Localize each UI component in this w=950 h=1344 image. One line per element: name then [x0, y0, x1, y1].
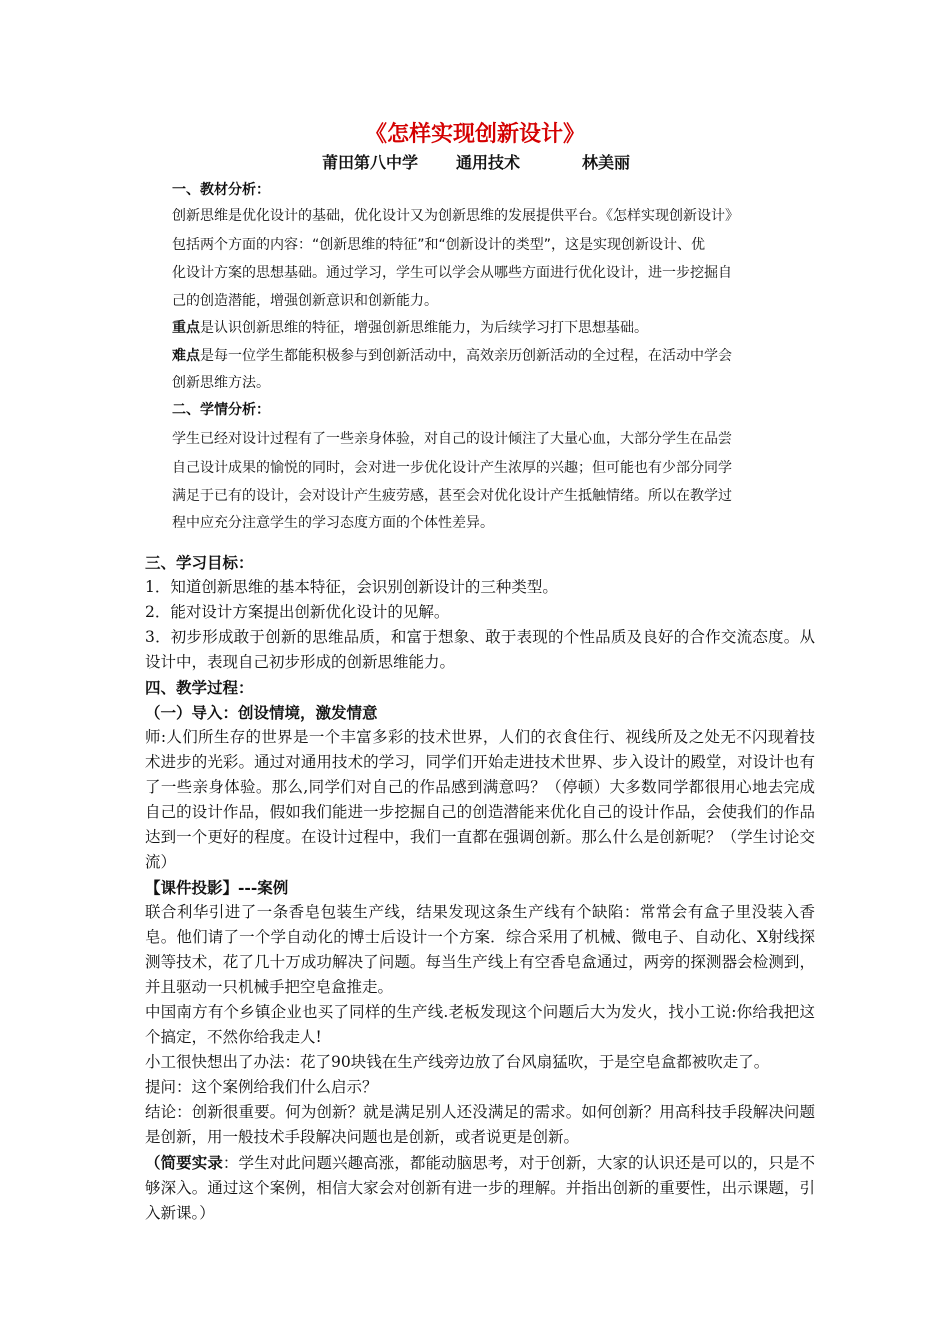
key-point-line — [172, 316, 648, 340]
case-paragraph: 中国南方有个乡镇企业也买了同样的生产线.老板发现这个问题后大为发火，找小工说:你给我把这个搞定，不然你给我走人! — [145, 1003, 815, 1046]
author-school: 莆田第八中学 — [322, 153, 419, 172]
section1-line: 创新思维是优化设计的基础，优化设计又为创新思维的发展提供平台。《怎样实现创新设计》 — [172, 208, 739, 224]
section2-line: 程中应充分注意学生的学习态度方面的个体性差异。 — [172, 515, 494, 531]
conclusion-paragraph: 结论：创新很重要。何为创新？就是满足别人还没满足的需求。如何创新？用高科技手段解决问题是创新，用一般技术手段解决问题也是创新，或者说更是创新。 — [145, 1103, 815, 1146]
case-paragraph: 小工很快想出了办法：花了90块钱在生产线旁边放了台风扇猛吹，于是空皂盒都被吹走了。 — [145, 1053, 770, 1071]
author-name: 林美丽 — [582, 153, 631, 172]
section2-line: 学生已经对设计过程有了一些亲身体验，对自己的设计倾注了大量心血，大部分学生在品尝 — [172, 431, 732, 447]
section2-heading: 二、学情分析： — [172, 402, 270, 418]
record-text: ：学生对此问题兴趣高涨，都能动脑思考，对于创新，大家的认识还是可以的，只是不够深入。通过这个案例，相信大家会对创新有进一步的理解。并指出创新的重要性，出示课题，引入新课。） — [145, 1154, 815, 1222]
section1-line: 己的创造潜能，增强创新意识和创新能力。 — [172, 293, 438, 309]
intro-paragraph: 师:人们所生存的世界是一个丰富多彩的技术世界，人们的衣食住行、视线所及之处无不闪现着技术进步的光彩。通过对通用技术的学习，同学们开始走进技术世界、步入设计的殿堂，对设计也有了一些亲身体验。那么,同学们对自己的作品感到满意吗？（停顿）大多数同学都很用心地去完成自己的设计作品，假如我们能进一步挖掘自己的创造潜能来优化自己的设计作品，会使我们的作品达到一个更好的程度。在设计过程中，我们一直都在强调创新。那么什么是创新呢？（学生讨论交流） — [145, 728, 815, 871]
section4-heading: 四、教学过程： — [145, 678, 254, 697]
section2-line: 满足于已有的设计，会对设计产生疲劳感，甚至会对优化设计产生抵触情绪。所以在教学过 — [172, 488, 732, 504]
document-body — [145, 550, 815, 1226]
record-label: （简要实录 — [145, 1153, 223, 1172]
key-point-label: 重点 — [172, 320, 200, 336]
difficulty-line-2: 创新思维方法。 — [172, 375, 270, 391]
objective-item: 2．能对设计方案提出创新优化设计的见解。 — [145, 603, 450, 621]
section1-heading: 一、教材分析： — [172, 182, 270, 198]
record-paragraph — [145, 1150, 815, 1226]
case-paragraph: 联合利华引进了一条香皂包装生产线，结果发现这条生产线有个缺陷：常常会有盒子里没装入香皂。他们请了一个学自动化的博士后设计一个方案．综合采用了机械、微电子、自动化、X射线探测等技术，花了几十万成功解决了问题。每当生产线上有空香皂盒通过，两旁的探测器会检测到，并且驱动一只机械手把空皂盒推走。 — [145, 903, 815, 996]
objective-item: 3．初步形成敢于创新的思维品质，和富于想象、敢于表现的个性品质及良好的合作交流态度。从设计中，表现自己初步形成的创新思维能力。 — [145, 628, 815, 671]
section2-line: 自己设计成果的愉悦的同时，会对进一步优化设计产生浓厚的兴趣；但可能也有少部分同学 — [172, 460, 732, 476]
section3-heading: 三、学习目标： — [145, 553, 254, 572]
section4-subheading: （一）导入：创设情境，激发情意 — [145, 703, 378, 722]
objective-item: 1．知道创新思维的基本特征，会识别创新设计的三种类型。 — [145, 578, 558, 596]
difficulty-label: 难点 — [172, 348, 200, 364]
section1-line: 化设计方案的思想基础。通过学习，学生可以学会从哪些方面进行优化设计，进一步挖掘自 — [172, 265, 732, 281]
author-subject: 通用技术 — [456, 153, 521, 172]
question-paragraph: 提问：这个案例给我们什么启示？ — [145, 1078, 378, 1096]
difficulty-text: 是每一位学生都能积极参与到创新活动中，高效亲历创新活动的全过程，在活动中学会 — [200, 348, 732, 364]
case-heading: 【课件投影】---案例 — [145, 878, 289, 897]
difficulty-line — [172, 344, 732, 368]
section1-line: 包括两个方面的内容：“创新思维的特征”和“创新设计的类型”，这是实现创新设计、优 — [172, 237, 706, 253]
document-title: 《怎样实现创新设计》 — [364, 122, 585, 147]
key-point-text: 是认识创新思维的特征，增强创新思维能力，为后续学习打下思想基础。 — [200, 320, 648, 336]
